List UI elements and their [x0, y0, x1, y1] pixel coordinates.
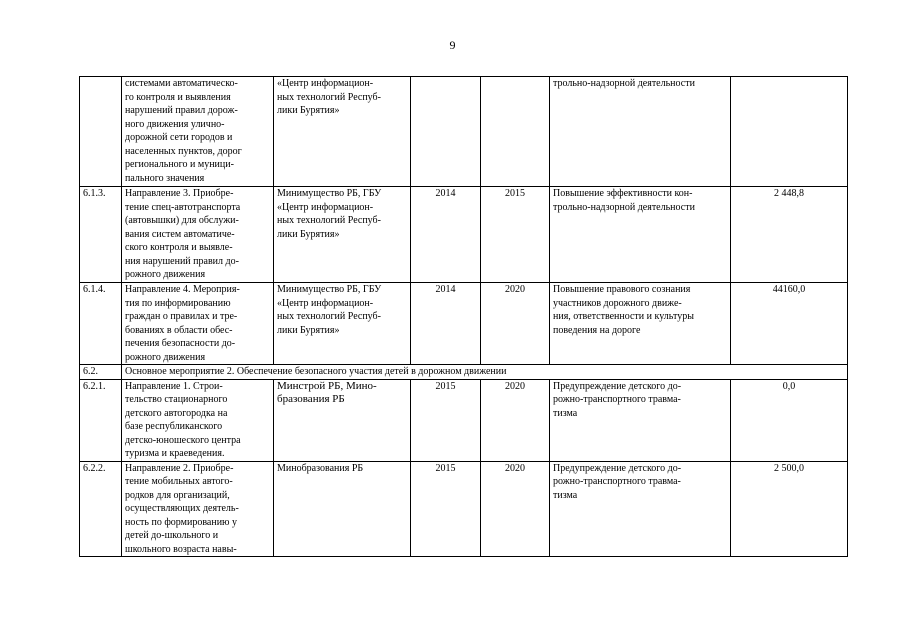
table-row [80, 77, 848, 187]
expected-result-line: поведения на дороге [553, 324, 641, 336]
measure-name-line: школьного возраста навы- [125, 543, 237, 555]
table-row [80, 187, 848, 283]
executor-line: бразования РБ [277, 393, 345, 405]
executor-line: Минобразования РБ [277, 462, 364, 474]
measure-name-line: ния нарушений правил до- [125, 255, 239, 267]
measure-name-line: родков для организаций, [125, 489, 230, 501]
expected-result [550, 187, 731, 283]
start-year: 2014 [411, 187, 481, 283]
end-year: 2020 [481, 461, 550, 557]
expected-result [550, 77, 731, 187]
expected-result [550, 283, 731, 365]
row-number: 6.1.4. [80, 283, 122, 365]
measure-name-line: ного движения улично- [125, 118, 225, 130]
expected-result-line: трольно-надзорной деятельности [553, 201, 695, 213]
row-number: 6.2. [80, 365, 122, 380]
executor-line: Минимущество РБ, ГБУ [277, 188, 382, 199]
page-number: 9 [449, 38, 456, 52]
start-year: 2015 [411, 461, 481, 557]
end-year: 2020 [481, 283, 550, 365]
expected-result-line: ния, ответственности и культуры [553, 311, 694, 322]
start-year: 2015 [411, 379, 481, 461]
measure-name-line: туризма и краеведения. [125, 448, 225, 459]
measure-name-line: осуществляющих деятель- [125, 503, 239, 514]
expected-result-line: Предупреждение детского до- [553, 462, 682, 474]
measure-name-line: базе республиканского [125, 421, 223, 432]
executor-line: ных технологий Респуб- [277, 91, 381, 103]
expected-result [550, 379, 731, 461]
measure-name-line: ского контроля и выявле- [125, 242, 233, 253]
measure-name-line: тия по информированию [125, 297, 231, 309]
measure-name-line: дорожной сети городов и [125, 132, 233, 143]
measure-name-line: Направление 3. Приобре- [125, 188, 234, 199]
table-row [80, 283, 848, 365]
start-year: 2014 [411, 283, 481, 365]
executor [274, 379, 411, 461]
expected-result-line: участников дорожного движе- [553, 297, 682, 309]
funding-amount: 44160,0 [731, 283, 848, 365]
end-year: 2015 [481, 187, 550, 283]
measure-name-line: тение спец-автотранспорта [125, 201, 241, 213]
measure-name-line: Направление 2. Приобре- [125, 462, 234, 474]
expected-result-line: рожно-транспортного травма- [553, 476, 681, 487]
measures-table [79, 76, 848, 557]
measure-name-line: граждан о правилах и тре- [125, 311, 238, 322]
executor-line: лики Бурятия» [277, 105, 340, 116]
funding-amount: 0,0 [731, 379, 848, 461]
executor-line: Минимущество РБ, ГБУ [277, 284, 382, 295]
expected-result-line: тизма [553, 407, 578, 419]
measure-name-line: пального значения [125, 172, 205, 184]
expected-result-line: Повышение эффективности кон- [553, 188, 693, 199]
measure-name-line: (автовышки) для обслужи- [125, 215, 239, 226]
measure-name-line: регионального и муници- [125, 159, 234, 170]
end-year [481, 77, 550, 187]
measure-name-line: бованиях в области обес- [125, 324, 233, 336]
measure-name-line: нарушений правил дорож- [125, 105, 238, 116]
expected-result-line: рожно-транспортного травма- [553, 394, 681, 405]
measure-name [122, 283, 274, 365]
measure-name-line: населенных пунктов, дорог [125, 145, 242, 157]
executor-line: «Центр информацион- [277, 297, 374, 309]
row-number: 6.1.3. [80, 187, 122, 283]
table-row [80, 365, 848, 380]
executor-line: «Центр информацион- [277, 201, 374, 213]
measure-name-line: рожного движения [125, 351, 206, 363]
measure-name-line: тельство стационарного [125, 394, 228, 405]
measure-name [122, 187, 274, 283]
measure-name [122, 77, 274, 187]
table-row [80, 461, 848, 557]
row-number [80, 77, 122, 187]
measure-name-line: го контроля и выявления [125, 91, 231, 103]
funding-amount [731, 77, 848, 187]
expected-result-line: трольно-надзорной деятельности [553, 78, 695, 89]
end-year: 2020 [481, 379, 550, 461]
executor-line: ных технологий Респуб- [277, 215, 381, 226]
measure-name [122, 461, 274, 557]
table-row [80, 379, 848, 461]
expected-result-line: Повышение правового сознания [553, 284, 691, 295]
executor-line: лики Бурятия» [277, 324, 340, 336]
executor-line: ных технологий Респуб- [277, 311, 381, 322]
measure-name-line: печения безопасности до- [125, 338, 236, 349]
funding-amount: 2 448,8 [731, 187, 848, 283]
expected-result-line: Предупреждение детского до- [553, 380, 682, 392]
measure-name-line: системами автоматическо- [125, 78, 238, 89]
executor [274, 283, 411, 365]
measure-name-line: Направление 4. Мероприя- [125, 284, 240, 295]
row-number: 6.2.1. [80, 379, 122, 461]
executor [274, 77, 411, 187]
measure-name-line: детско-юношеского центра [125, 434, 241, 446]
executor-line: Минстрой РБ, Мино- [277, 379, 377, 392]
section-heading: Основное мероприятие 2. Обеспечение безопасного участия детей в дорожном движении [122, 365, 848, 380]
row-number: 6.2.2. [80, 461, 122, 557]
measure-name [122, 379, 274, 461]
funding-amount: 2 500,0 [731, 461, 848, 557]
measure-name-line: детского автогородка на [125, 407, 228, 419]
measure-name-line: рожного движения [125, 269, 206, 280]
executor-line: лики Бурятия» [277, 228, 340, 240]
expected-result [550, 461, 731, 557]
measure-name-line: детей до-школьного и [125, 530, 219, 541]
measure-name-line: ность по формированию у [125, 516, 238, 528]
expected-result-line: тизма [553, 489, 578, 501]
executor-line: «Центр информацион- [277, 78, 374, 89]
measure-name-line: Направление 1. Строи- [125, 380, 223, 392]
measure-name-line: вания систем автоматиче- [125, 228, 235, 240]
measure-name-line: тение мобильных автого- [125, 476, 233, 487]
executor [274, 461, 411, 557]
executor [274, 187, 411, 283]
start-year [411, 77, 481, 187]
